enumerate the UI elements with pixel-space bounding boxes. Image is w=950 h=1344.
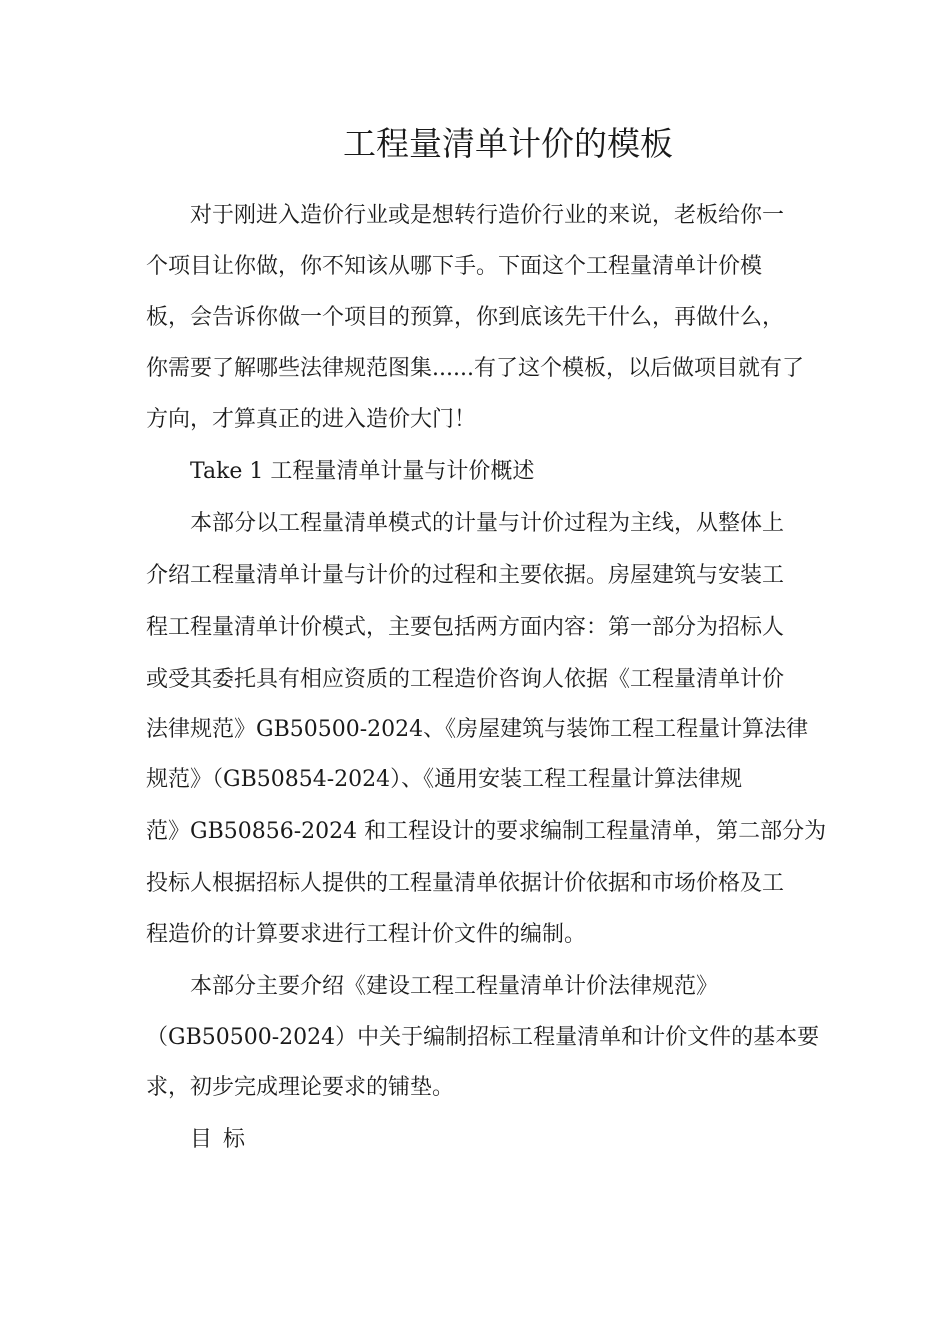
- summary-paragraph-line: 本部分主要介绍《建设工程工程量清单计价法律规范》: [190, 974, 719, 999]
- body-paragraph-line: 程工程量清单计价模式，主要包括两方面内容：第一部分为招标人: [146, 615, 785, 640]
- document-title: 工程量清单计价的模板: [343, 124, 673, 163]
- body-paragraph-line: 或受其委托具有相应资质的工程造价咨询人依据《工程量清单计价: [146, 667, 785, 692]
- section-heading: Take 1 工程量清单计量与计价概述: [190, 459, 535, 484]
- intro-paragraph-line: 对于刚进入造价行业或是想转行造价行业的来说，老板给你一: [190, 203, 785, 228]
- intro-paragraph-line: 板，会告诉你做一个项目的预算，你到底该先干什么，再做什么，: [146, 305, 785, 330]
- objectives-heading: 目 标: [190, 1127, 247, 1152]
- intro-paragraph-line: 个项目让你做，你不知该从哪下手。下面这个工程量清单计价模: [146, 254, 763, 279]
- body-paragraph-line: 介绍工程量清单计量与计价的过程和主要依据。房屋建筑与安装工: [146, 563, 785, 588]
- body-paragraph-line: 投标人根据招标人提供的工程量清单依据计价依据和市场价格及工: [146, 871, 785, 896]
- summary-paragraph-line: （GB50500-2024）中关于编制招标工程量清单和计价文件的基本要: [146, 1025, 820, 1050]
- body-paragraph-line: 本部分以工程量清单模式的计量与计价过程为主线，从整体上: [190, 511, 785, 536]
- summary-paragraph-line: 求，初步完成理论要求的铺垫。: [146, 1075, 455, 1100]
- body-paragraph-line: 规范》（GB50854-2024）、《通用安装工程工程量计算法律规: [146, 767, 743, 792]
- intro-paragraph-line: 你需要了解哪些法律规范图集......有了这个模板，以后做项目就有了: [146, 356, 804, 381]
- body-paragraph-line: 法律规范》GB50500-2024、《房屋建筑与装饰工程工程量计算法律: [146, 717, 809, 742]
- body-paragraph-line: 程造价的计算要求进行工程计价文件的编制。: [146, 922, 587, 947]
- intro-paragraph-line: 方向，才算真正的进入造价大门！: [146, 407, 477, 432]
- body-paragraph-line: 范》GB50856-2024 和工程设计的要求编制工程量清单，第二部分为: [146, 819, 827, 844]
